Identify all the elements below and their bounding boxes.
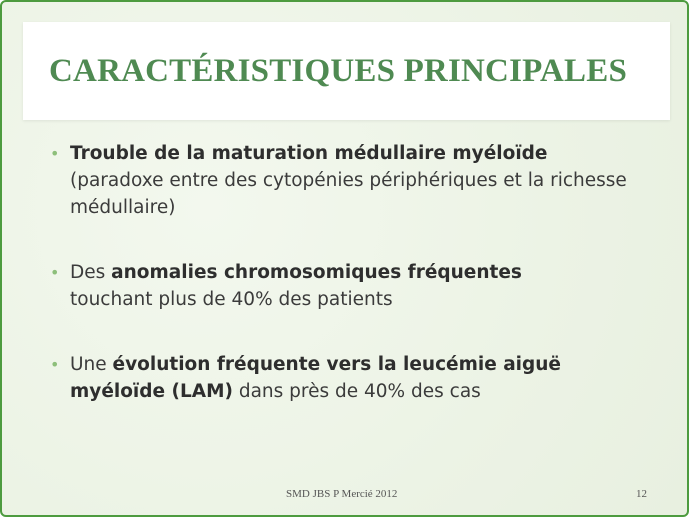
bullet-rest-text: dans près de 40% des cas — [238, 381, 481, 402]
bullet-dot-icon: • — [50, 355, 60, 374]
bullet-lead-text: Une — [70, 354, 107, 375]
page-number: 12 — [636, 488, 647, 500]
bullet-dot-icon: • — [50, 263, 60, 282]
bullet-item-evolution — [50, 351, 650, 405]
slide-footer: SMD JBS P Mercié 2012 — [286, 488, 398, 500]
bullet-bold-text: évolution fréquente vers la leucémie aiguë myéloïde (LAM) — [70, 354, 561, 402]
bullet-item-maturation — [50, 140, 650, 221]
bullet-bold-text: Trouble de la maturation médullaire myéloïde — [70, 143, 548, 164]
bullet-rest-text: (paradoxe entre des cytopénies périphériques et la richesse médullaire) — [70, 170, 627, 218]
bullet-lead-text: Des — [70, 262, 106, 283]
bullet-item-chromosomes — [50, 259, 650, 313]
title-box — [23, 22, 670, 120]
bullet-rest-text: touchant plus de 40% des patients — [70, 289, 393, 310]
bullet-list — [50, 140, 650, 405]
bullet-bold-text: anomalies chromosomiques fréquentes — [111, 262, 522, 283]
bullet-dot-icon: • — [50, 144, 60, 163]
slide-title: CARACTÉRISTIQUES PRINCIPALES — [49, 53, 628, 89]
